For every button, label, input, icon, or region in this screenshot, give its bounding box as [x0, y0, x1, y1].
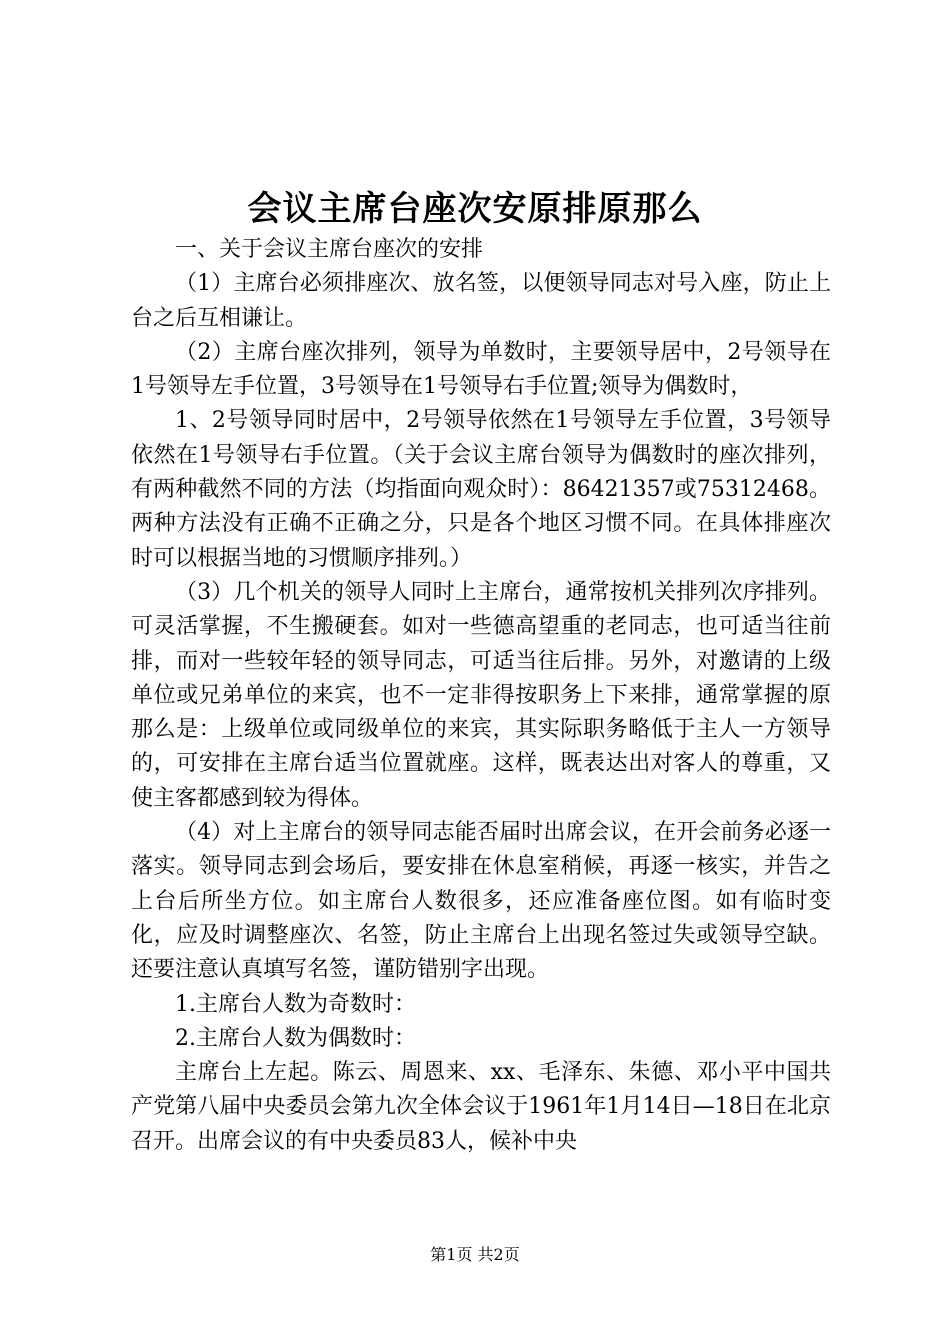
section-heading: 一、关于会议主席台座次的安排: [175, 237, 484, 262]
paragraph-5: （4）对上主席台的领导同志能否届时出席会议，在开会前务必逐一落实。领导同志到会场后，要安排在休息室稍候，再逐一核实，并告之上台后所坐方位。如主席台人数很多，还应准备座位图。如有临时变化，应及时调整座次、名签，防止主席台上出现名签过失或领导空缺。还要注意认真填写名签，谨防错别字出现。: [131, 820, 831, 983]
document-body: [131, 233, 831, 1159]
paragraph-6: 主席台上左起。陈云、周恩来、xx、毛泽东、朱德、邓小平中国共产党第八届中央委员会第九次全体会议于1961年1月14日—18日在北京召开。出席会议的有中央委员83人，候补中央: [131, 1060, 831, 1154]
document-title: 会议主席台座次安原排原那么: [247, 189, 703, 229]
paragraph-2: （2）主席台座次排列，领导为单数时，主要领导居中，2号领导在1号领导左手位置，3号领导在1号领导右手位置;领导为偶数时，: [131, 339, 831, 400]
paragraph-3: 1、2号领导同时居中，2号领导依然在1号领导左手位置，3号领导依然在1号领导右手位置。（关于会议主席台领导为偶数时的座次排列，有两种截然不同的方法（均指面向观众时）：86421357或75312468。两种方法没有正确不正确之分，只是各个地区习惯不同。在具体排座次时可以根据当地的习惯顺序排列。）: [131, 408, 831, 571]
list-item-even: 2.主席台人数为偶数时：: [175, 1025, 416, 1051]
list-item-odd: 1.主席台人数为奇数时：: [175, 991, 416, 1017]
paragraph-4: （3）几个机关的领导人同时上主席台，通常按机关排列次序排列。可灵活掌握，不生搬硬套。如对一些德高望重的老同志，也可适当往前排，而对一些较年轻的领导同志，可适当往后排。另外，对邀请的上级单位或兄弟单位的来宾，也不一定非得按职务上下来排，通常掌握的原那么是：上级单位或同级单位的来宾，其实际职务略低于主人一方领导的，可安排在主席台适当位置就座。这样，既表达出对客人的尊重，又使主客都感到较为得体。: [131, 579, 831, 811]
paragraph-1: （1）主席台必须排座次、放名签，以便领导同志对号入座，防止上台之后互相谦让。: [131, 271, 831, 331]
page-number: 第1页 共2页: [430, 1245, 520, 1264]
